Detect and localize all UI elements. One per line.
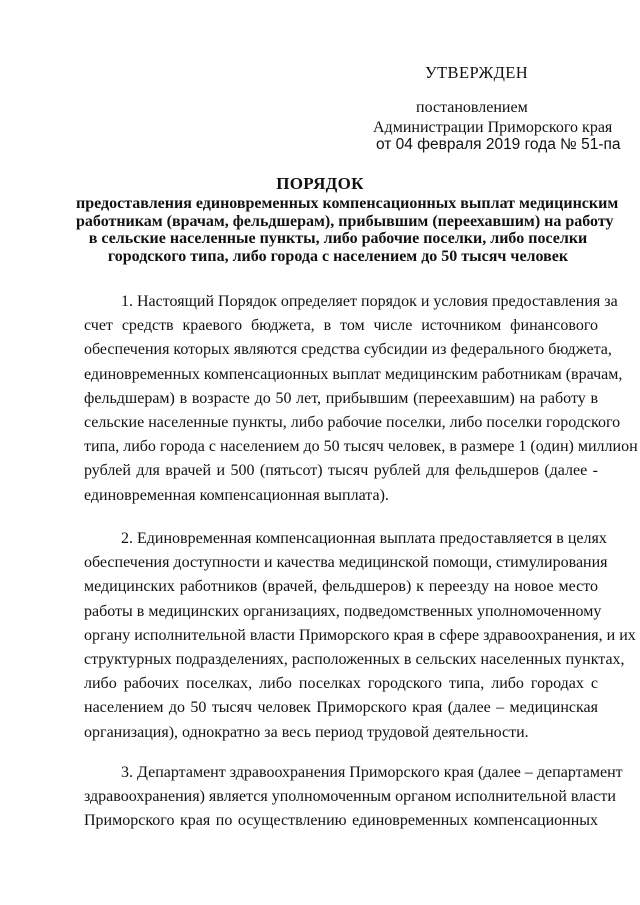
paragraph-line: структурных подразделениях, расположенных в сельских населенных пунктах,: [84, 650, 625, 668]
paragraph-line: либо рабочих поселках, либо поселках городского типа, либо городах с: [84, 675, 598, 693]
paragraph-line: населением до 50 тысяч человек Приморского края (далее – медицинская: [84, 699, 598, 717]
paragraph-line: счет средств краевого бюджета, в том числе источником финансового: [84, 317, 598, 335]
paragraph-line: единовременных компенсационных выплат медицинским работникам (врачам,: [84, 365, 623, 383]
paragraph-line: 1. Настоящий Порядок определяет порядок и условия предоставления за: [121, 293, 618, 310]
paragraph-line: организация), однократно за весь период трудовой деятельности.: [84, 723, 529, 741]
paragraph-line: медицинских работников (врачей, фельдшеров) к переезду на новое место: [84, 578, 598, 596]
paragraph-line: 3. Департамент здравоохранения Приморского края (далее – департамент: [121, 764, 623, 781]
paragraph-line: органу исполнительной власти Приморского края в сфере здравоохранения, и их: [84, 626, 636, 644]
document-subtitle: [76, 195, 619, 265]
paragraph-3: [84, 761, 623, 834]
approval-line-date-number: от 04 февраля 2019 года № 51-па: [376, 136, 621, 153]
subtitle-line: предоставления единовременных компенсационных выплат медицинским: [76, 195, 619, 212]
paragraph-line: здравоохранения) является уполномоченным органом исполнительной власти: [84, 788, 616, 806]
paragraph-line: фельдшерам) в возрасте до 50 лет, прибывшим (переехавшим) на работу в: [84, 389, 598, 407]
approval-line-administration: Администрации Приморского края: [373, 119, 613, 136]
approved-title: УТВЕРЖДЕН: [425, 63, 529, 82]
paragraph-line: единовременная компенсационная выплата).: [84, 486, 389, 504]
approval-line-resolution: постановлением: [416, 99, 528, 116]
subtitle-line: городского типа, либо города с населением до 50 тысяч человек: [107, 247, 569, 265]
paragraph-line: Приморского края по осуществлению единовременных компенсационных: [84, 812, 598, 830]
paragraph-line: типа, либо города с населением до 50 тысяч человек, в размере 1 (один) миллион: [84, 438, 638, 456]
paragraph-2: [84, 527, 636, 745]
paragraph-line: 2. Единовременная компенсационная выплата предоставляется в целях: [121, 530, 607, 547]
paragraph-1: [84, 290, 638, 508]
paragraph-line: рублей для врачей и 500 (пятьсот) тысяч рублей для фельдшеров (далее -: [84, 462, 598, 480]
paragraph-line: работы в медицинских организациях, подведомственных уполномоченному: [84, 602, 602, 620]
subtitle-line: работникам (врачам, фельдшерам), прибывшим (переехавшим) на работу: [76, 212, 614, 230]
document-title: ПОРЯДОК: [276, 174, 364, 193]
paragraph-line: обеспечения доступности и качества медицинской помощи, стимулирования: [84, 554, 608, 572]
subtitle-line: в сельские населенные пункты, либо рабочие поселки, либо поселки: [88, 230, 588, 247]
approval-stamp: [0, 0, 640, 160]
paragraph-line: обеспечения которых являются средства субсидии из федерального бюджета,: [84, 341, 612, 359]
paragraph-line: сельские населенные пункты, либо рабочие поселки, либо поселки городского: [84, 413, 621, 431]
